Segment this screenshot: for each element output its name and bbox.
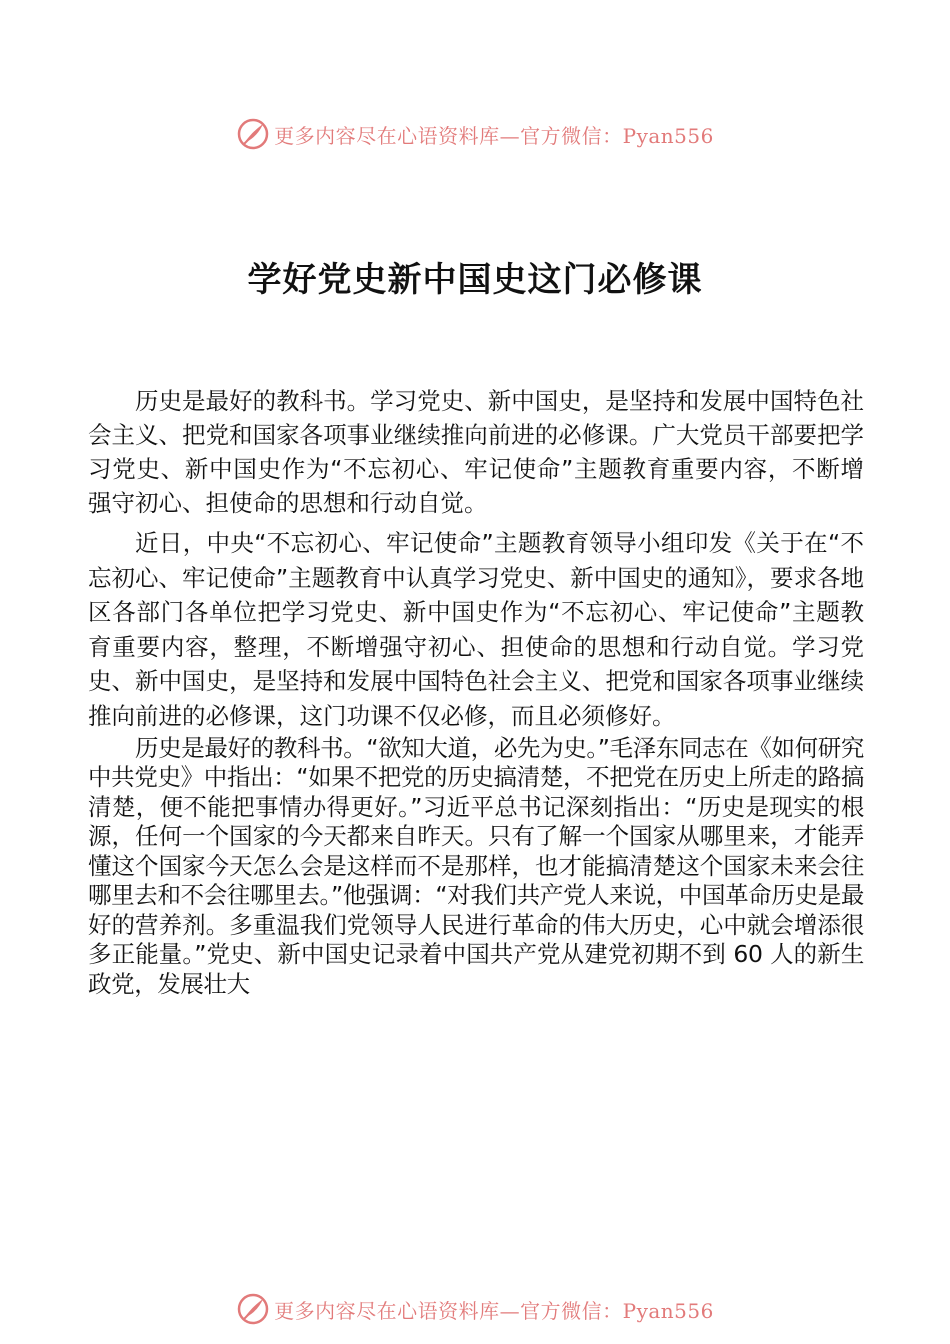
watermark-banner-bottom	[0, 1289, 950, 1329]
paragraph-3: 历史是最好的教科书。“欲知大道，必先为史。”毛泽东同志在《如何研究中共党史》中指出：“如果不把党的历史搞清楚，不把党在历史上所走的路搞清楚，便不能把事情办得更好。”习近平总书记深刻指出：“历史是现实的根源，任何一个国家的今天都来自昨天。只有了解一个国家从哪里来，才能弄懂这个国家今天怎么会是这样而不是那样，也才能搞清楚这个国家未来会往哪里去和不会往哪里去。”他强调：“对我们共产党人来说，中国革命历史是最好的营养剂。多重温我们党领导人民进行革命的伟大历史，心中就会增添很多正能量。”党史、新中国史记录着中国共产党从建党初期不到 60 人的新生政党，发展壮大	[88, 733, 864, 998]
document-body	[88, 384, 864, 999]
watermark-banner-top	[0, 114, 950, 154]
paragraph-1: 历史是最好的教科书。学习党史、新中国史，是坚持和发展中国特色社会主义、把党和国家各项事业继续推向前进的必修课。广大党员干部要把学习党史、新中国史作为“不忘初心、牢记使命”主题教育重要内容，不断增强守初心、担使命的思想和行动自觉。	[88, 387, 864, 517]
quill-seal-icon	[236, 1292, 270, 1326]
watermark-text-top: 更多内容尽在心语资料库—官方微信：Pyan556	[274, 123, 714, 148]
paragraph-2: 近日，中央“不忘初心、牢记使命”主题教育领导小组印发《关于在“不忘初心、牢记使命”主题教育中认真学习党史、新中国史的通知》，要求各地区各部门各单位把学习党史、新中国史作为“不忘初心、牢记使命”主题教育重要内容，整理，不断增强守初心、担使命的思想和行动自觉。学习党史、新中国史，是坚持和发展中国特色社会主义、把党和国家各项事业继续推向前进的必修课，这门功课不仅必修，而且必须修好。	[88, 529, 864, 730]
watermark-text-bottom: 更多内容尽在心语资料库—官方微信：Pyan556	[274, 1298, 714, 1323]
document-title: 学好党史新中国史这门必修课	[247, 260, 703, 300]
quill-seal-icon	[236, 117, 270, 151]
